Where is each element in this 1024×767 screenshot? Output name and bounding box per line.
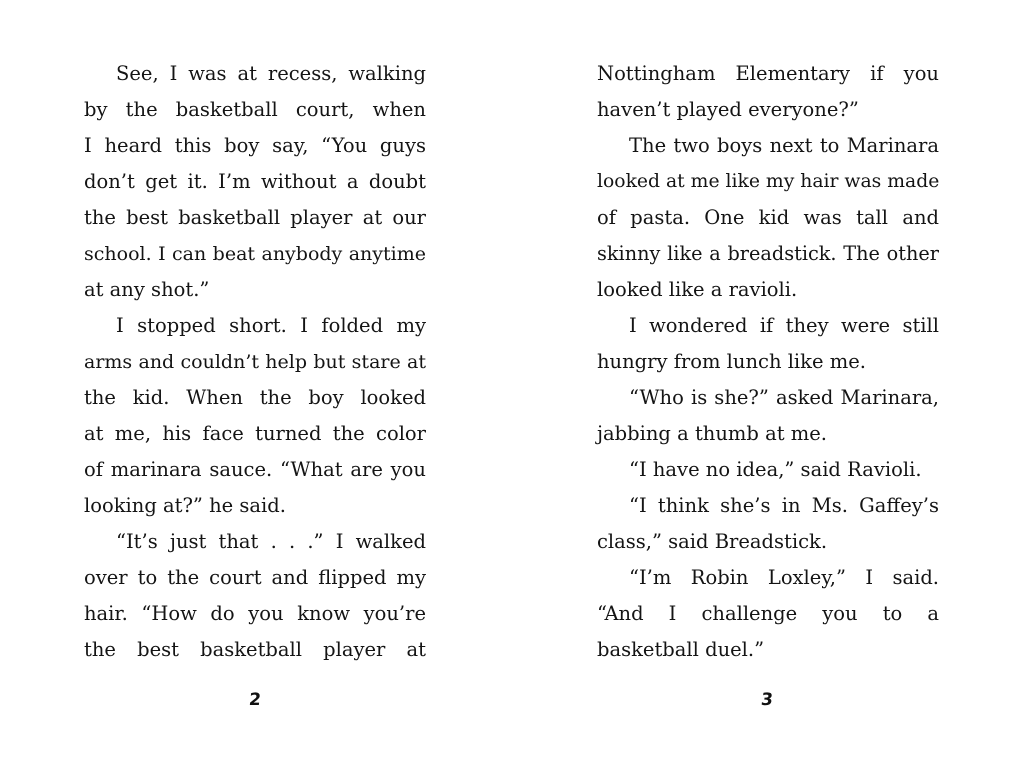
text-line: “And I challenge you to a bbox=[597, 602, 939, 625]
left-page-text bbox=[84, 56, 426, 668]
text-line: the best basketball player at bbox=[84, 638, 426, 661]
text-line: of pasta. One kid was tall and bbox=[597, 206, 939, 229]
text-line: “I think she’s in Ms. Gaffey’s bbox=[629, 494, 939, 517]
text-line: “I have no idea,” said Ravioli. bbox=[629, 458, 922, 481]
text-line: jabbing a thumb at me. bbox=[597, 422, 827, 445]
text-line: haven’t played everyone?” bbox=[597, 98, 859, 121]
text-line: I heard this boy say, “You guys bbox=[84, 134, 426, 157]
text-line: The two boys next to Marinara bbox=[629, 134, 939, 157]
text-line: over to the court and flipped my bbox=[84, 566, 426, 589]
text-line: don’t get it. I’m without a doubt bbox=[84, 170, 426, 193]
text-line: “Who is she?” asked Marinara, bbox=[629, 386, 939, 409]
page-number-left: 2 bbox=[248, 690, 262, 710]
text-line: I wondered if they were still bbox=[629, 314, 939, 337]
text-line: class,” said Breadstick. bbox=[597, 530, 828, 553]
text-line: “I’m Robin Loxley,” I said. bbox=[629, 566, 939, 589]
right-page-text bbox=[597, 56, 939, 668]
text-line: at any shot.” bbox=[84, 278, 210, 301]
text-line: See, I was at recess, walking bbox=[116, 62, 426, 85]
page-number-right: 3 bbox=[760, 690, 774, 710]
text-line: looked at me like my hair was made bbox=[597, 171, 940, 192]
text-line: arms and couldn’t help but stare at bbox=[84, 351, 426, 373]
text-line: I stopped short. I folded my bbox=[116, 314, 426, 337]
text-line: basketball duel.” bbox=[597, 638, 765, 661]
text-line: Nottingham Elementary if you bbox=[597, 62, 939, 85]
text-line: by the basketball court, when bbox=[84, 98, 426, 121]
text-line: hair. “How do you know you’re bbox=[84, 602, 426, 625]
text-line: of marinara sauce. “What are you bbox=[84, 458, 426, 481]
text-line: looking at?” he said. bbox=[84, 494, 286, 517]
text-line: the kid. When the boy looked bbox=[84, 386, 426, 409]
text-line: skinny like a breadstick. The other bbox=[597, 242, 939, 265]
text-line: at me, his face turned the color bbox=[84, 422, 426, 445]
text-line: hungry from lunch like me. bbox=[597, 350, 866, 373]
text-line: “It’s just that . . .” I walked bbox=[116, 530, 426, 553]
text-line: looked like a ravioli. bbox=[597, 278, 798, 301]
text-line: the best basketball player at our bbox=[84, 206, 426, 229]
text-line: school. I can beat anybody anytime bbox=[84, 243, 426, 265]
